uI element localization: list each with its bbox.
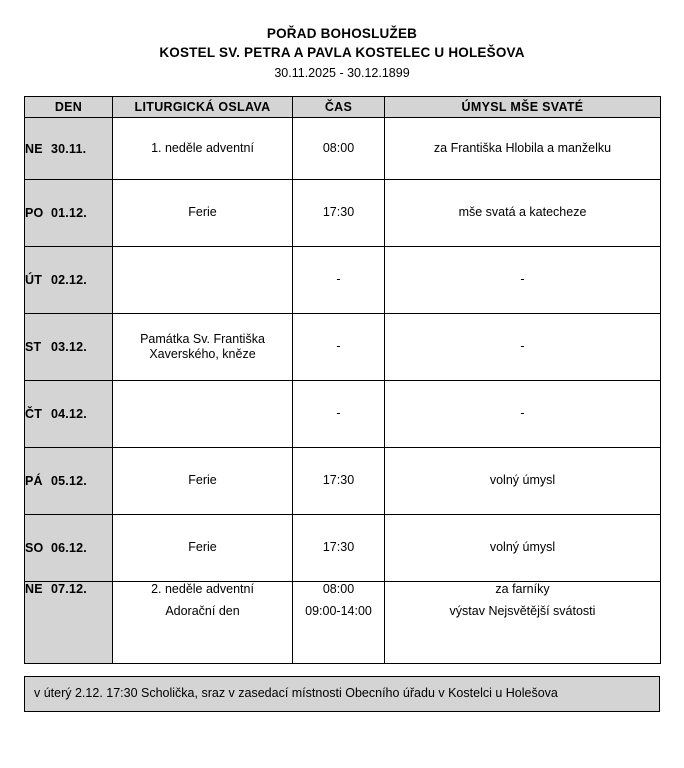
row-day-cell [25,118,113,180]
intention-line: za Františka Hlobila a manželku [433,140,612,155]
column-header-time: ČAS [293,97,385,118]
row-intention-cell [385,448,661,515]
row-time-cell [293,314,385,381]
table-header-row [25,97,661,118]
day-name: PÁ [25,474,43,488]
time-line: - [336,406,341,421]
day-name: SO [25,541,44,555]
celebration-line: 1. neděle adventní [151,140,254,155]
table-row [25,180,661,247]
document-header [0,0,684,83]
time-line: 17:30 [322,540,355,555]
date-range: 30.11.2025 - 30.12.1899 [274,66,410,80]
row-celebration-cell [113,515,293,582]
row-time-cell [293,180,385,247]
row-intention-cell [385,515,661,582]
intention-line: - [520,339,525,354]
time-line: 17:30 [322,473,355,488]
column-header-day: DEN [25,97,113,118]
footer-note: v úterý 2.12. 17:30 Scholička, sraz v zasedací místnosti Obecního úřadu v Kostelci u Holešova [24,676,660,712]
celebration-line: Xaverského, kněze [149,347,256,361]
time-line: 08:00 [322,582,355,596]
celebration-line: Ferie [188,205,217,220]
celebration-line: Památka Sv. Františka [140,331,265,346]
row-time-cell [293,448,385,515]
table-row [25,314,661,381]
day-name: NE [25,582,43,596]
day-date: 05.12. [51,474,87,488]
table-row [25,118,661,180]
row-intention-cell [385,381,661,448]
row-intention-cell [385,118,661,180]
column-header-intention: ÚMYSL MŠE SVATÉ [385,97,661,118]
row-day-cell [25,314,113,381]
day-name: ČT [25,407,43,421]
row-time-cell [293,247,385,314]
intention-line-secondary: výstav Nejsvětější svátosti [449,604,596,618]
time-line: - [336,339,341,354]
day-date: 07.12. [51,582,87,596]
row-intention-cell [385,582,661,664]
day-name: NE [25,141,43,156]
row-time-cell [293,582,385,664]
day-name: ST [25,340,42,354]
day-date: 04.12. [51,407,87,421]
row-intention-cell [385,247,661,314]
intention-line: za farníky [495,582,550,596]
row-intention-cell [385,180,661,247]
table-row [25,515,661,582]
row-celebration-cell [113,118,293,180]
schedule-table [24,96,661,664]
day-date: 06.12. [51,541,87,555]
row-time-cell [293,381,385,448]
day-name: ÚT [25,273,43,287]
row-celebration-cell [113,582,293,664]
intention-line: - [520,272,525,287]
celebration-line-secondary: Adorační den [165,604,240,618]
row-time-cell [293,515,385,582]
row-time-cell [293,118,385,180]
day-date: 03.12. [51,340,87,354]
intention-line: mše svatá a katecheze [458,205,587,220]
column-header-celebration: LITURGICKÁ OSLAVA [113,97,293,118]
time-line: 08:00 [322,140,355,155]
time-line-secondary: 09:00-14:00 [305,604,372,618]
row-day-cell [25,381,113,448]
table-row [25,247,661,314]
table-row [25,582,661,664]
celebration-line: Ferie [188,540,217,555]
row-celebration-cell [113,448,293,515]
table-row [25,381,661,448]
table-row [25,448,661,515]
day-date: 02.12. [51,273,87,287]
celebration-line: Ferie [188,473,217,488]
row-intention-cell [385,314,661,381]
day-date: 01.12. [51,206,87,220]
intention-line: volný úmysl [489,473,556,488]
row-day-cell [25,582,113,664]
row-day-cell [25,247,113,314]
row-celebration-cell [113,381,293,448]
row-day-cell [25,448,113,515]
time-line: - [336,272,341,287]
row-celebration-cell [113,314,293,381]
page-title: POŘAD BOHOSLUŽEB [266,26,418,41]
row-celebration-cell [113,247,293,314]
page-subtitle: KOSTEL SV. PETRA A PAVLA KOSTELEC U HOLEŠOVA [159,45,525,60]
row-day-cell [25,180,113,247]
day-date: 30.11. [51,141,87,156]
row-celebration-cell [113,180,293,247]
celebration-line: 2. neděle adventní [151,582,254,596]
intention-line: - [520,406,525,421]
intention-line: volný úmysl [489,540,556,555]
schedule-table-wrapper [24,96,660,664]
row-day-cell [25,515,113,582]
day-name: PO [25,206,44,220]
time-line: 17:30 [322,205,355,220]
